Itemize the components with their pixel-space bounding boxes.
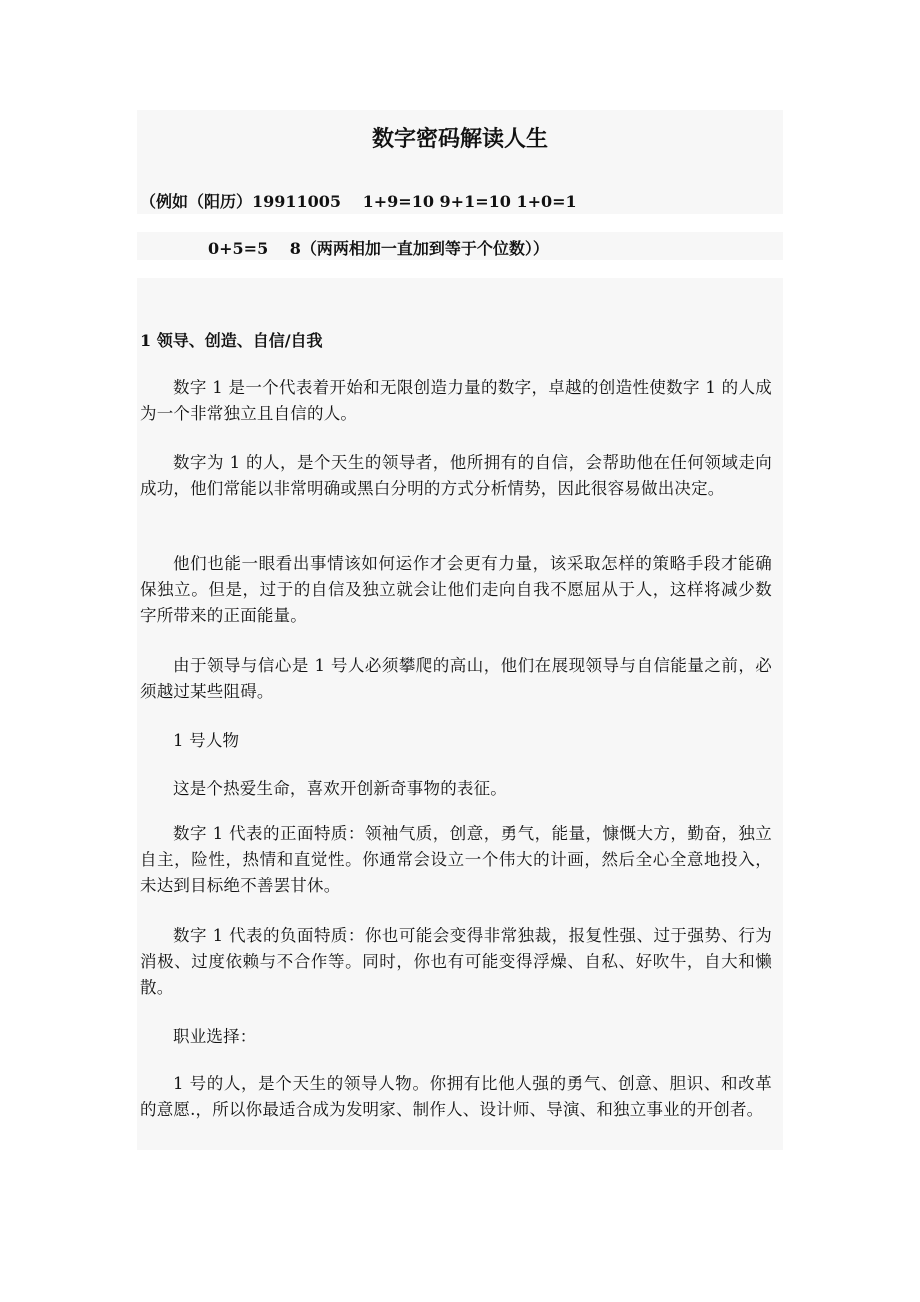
paragraph: 他们也能一眼看出事情该如何运作才会更有力量，该采取怎样的策略手段才能确保独立。但是，过于的自信及独立就会让他们走向自我不愿屈从于人，这样将减少数字所带来的正面能量。 [140, 554, 772, 625]
paragraph: 由于领导与信心是 1 号人必须攀爬的高山，他们在展现领导与自信能量之前，必须越过某些阻碍。 [140, 656, 772, 701]
paragraph: 数字 1 是一个代表着开始和无限创造力量的数字，卓越的创造性使数字 1 的人成为一个非常独立且自信的人。 [140, 378, 772, 423]
section-heading: 1 领导、创造、自信/自我 [140, 331, 323, 350]
example-line-1: （例如（阳历）19911005 1+9=10 9+1=10 1+0=1 [140, 192, 577, 211]
paragraph: 数字 1 代表的正面特质：领袖气质，创意，勇气，能量，慷慨大方，勤奋，独立自主，险性，热情和直觉性。你通常会设立一个伟大的计画，然后全心全意地投入，未达到目标绝不善罢甘休。 [140, 824, 772, 895]
paragraph: 数字为 1 的人，是个天生的领导者，他所拥有的自信，会帮助他在任何领域走向成功，他们常能以非常明确或黑白分明的方式分析情势，因此很容易做出决定。 [140, 453, 772, 498]
paragraph: 1 号的人，是个天生的领导人物。你拥有比他人强的勇气、创意、胆识、和改革的意愿.，所以你最适合成为发明家、制作人、设计师、导演、和独立事业的开创者。 [140, 1074, 772, 1119]
paragraph: 1 号人物 [173, 731, 240, 750]
paragraph: 这是个热爱生命，喜欢开创新奇事物的表征。 [173, 779, 507, 798]
paragraph: 数字 1 代表的负面特质：你也可能会变得非常独裁，报复性强、过于强势、行为消极、过度依赖与不合作等。同时，你也有可能变得浮燥、自私、好吹牛，自大和懒散。 [140, 926, 772, 997]
document-title: 数字密码解读人生 [371, 126, 548, 152]
paragraph: 职业选择： [173, 1027, 257, 1046]
example-line-2: 0+5=5 8（两两相加一直加到等于个位数）） [208, 239, 549, 258]
